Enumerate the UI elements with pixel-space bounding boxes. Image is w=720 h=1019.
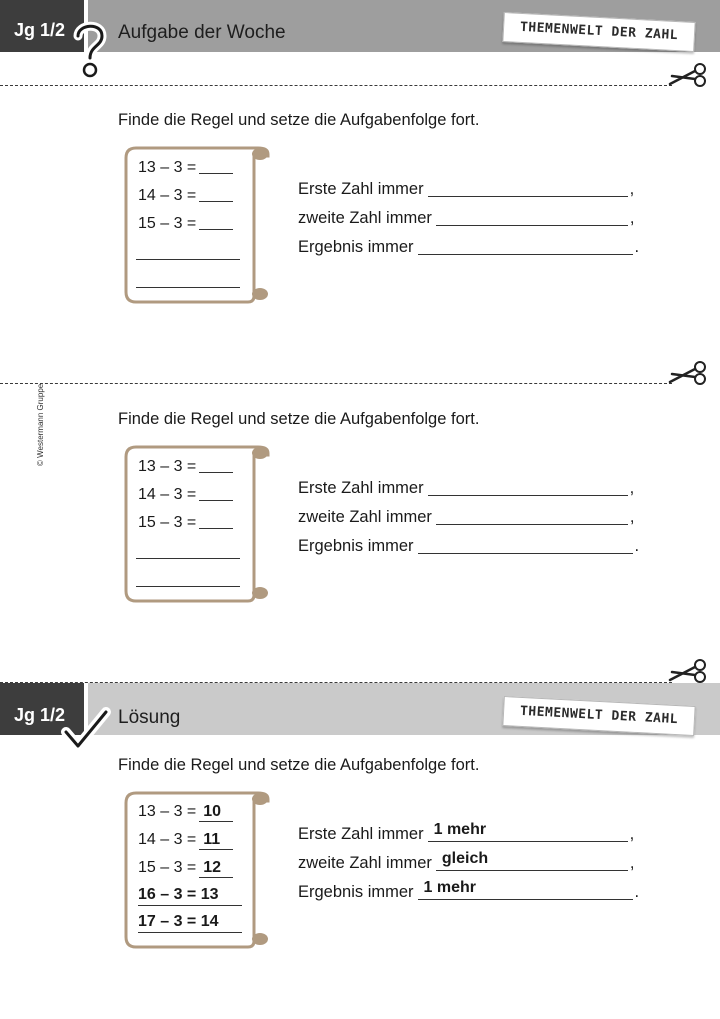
- equation-3: 15 – 3 =: [138, 513, 233, 532]
- rule-first-number: Erste Zahl immer 1 mehr ,: [298, 821, 635, 843]
- rule-answer: gleich: [441, 850, 489, 867]
- rule-blank[interactable]: [436, 209, 628, 226]
- brand-stamp: THEMENWELT DER ZAHL: [502, 696, 695, 736]
- solved-equation-3: 15 – 3 = 12: [138, 859, 233, 878]
- answer-blank[interactable]: [199, 214, 233, 230]
- answer: 10: [199, 803, 233, 822]
- instruction: Finde die Regel und setze die Aufgabenfolge fort.: [118, 410, 480, 428]
- rule-result: Ergebnis immer .: [298, 238, 640, 256]
- brand-stamp: THEMENWELT DER ZAHL: [502, 12, 695, 52]
- copyright-note: © Westermann Gruppe: [36, 383, 45, 466]
- rule-blank[interactable]: [428, 479, 628, 496]
- rule-first-number: Erste Zahl immer ,: [298, 479, 635, 497]
- answer: 11: [199, 831, 233, 850]
- grade-tag: Jg 1/2: [0, 683, 84, 735]
- rule-blank[interactable]: [418, 238, 633, 255]
- answer-blank[interactable]: [199, 513, 233, 529]
- grade-tag: Jg 1/2: [0, 0, 84, 52]
- solved-extra-line: 17 – 3 = 14: [138, 913, 242, 933]
- rule-answer: 1 mehr: [433, 821, 487, 838]
- write-line[interactable]: [136, 586, 240, 587]
- cut-line: [0, 383, 672, 384]
- rule-second-number: zweite Zahl immer gleich ,: [298, 850, 635, 872]
- scissors-icon: [668, 62, 708, 88]
- answer-blank[interactable]: [199, 457, 233, 473]
- equation-2: 14 – 3 =: [138, 186, 233, 205]
- rule-second-number: zweite Zahl immer ,: [298, 508, 635, 526]
- equation-3: 15 – 3 =: [138, 214, 233, 233]
- rule-blank[interactable]: [436, 508, 628, 525]
- rule-answer: 1 mehr: [423, 879, 477, 896]
- write-line[interactable]: [136, 287, 240, 288]
- rule-blank[interactable]: [418, 537, 633, 554]
- rule-result: Ergebnis immer .: [298, 537, 640, 555]
- solved-equation-1: 13 – 3 = 10: [138, 803, 233, 822]
- rule-second-number: zweite Zahl immer ,: [298, 209, 635, 227]
- answer-blank[interactable]: [199, 186, 233, 202]
- rule-result: Ergebnis immer 1 mehr .: [298, 879, 640, 901]
- write-line[interactable]: [136, 259, 240, 260]
- rule-blank[interactable]: [428, 180, 628, 197]
- checkmark-icon: [60, 706, 112, 752]
- answer: 12: [199, 859, 233, 878]
- cut-line: [0, 85, 672, 86]
- page-title: Aufgabe der Woche: [118, 22, 286, 43]
- instruction: Finde die Regel und setze die Aufgabenfolge fort.: [118, 756, 480, 774]
- rule-first-number: Erste Zahl immer ,: [298, 180, 635, 198]
- equation-1: 13 – 3 =: [138, 457, 233, 476]
- equation-2: 14 – 3 =: [138, 485, 233, 504]
- question-mark-icon: [70, 20, 110, 78]
- solved-equation-2: 14 – 3 = 11: [138, 831, 233, 850]
- scissors-icon: [668, 360, 708, 386]
- scissors-icon: [668, 658, 708, 684]
- write-line[interactable]: [136, 558, 240, 559]
- solution-title: Lösung: [118, 707, 181, 728]
- solved-extra-line: 16 – 3 = 13: [138, 886, 242, 906]
- equation-1: 13 – 3 =: [138, 158, 233, 177]
- instruction: Finde die Regel und setze die Aufgabenfolge fort.: [118, 111, 480, 129]
- answer-blank[interactable]: [199, 158, 233, 174]
- answer-blank[interactable]: [199, 485, 233, 501]
